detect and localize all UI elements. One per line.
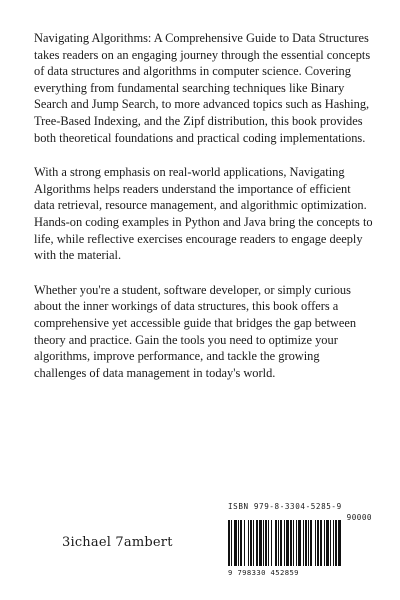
- barcode-bar: [310, 520, 312, 566]
- blurb-paragraph-1: Navigating Algorithms: A Comprehensive Guide to Data Structures takes readers on an engaging journey through the essential concepts of data structures and algorithms in computer science. Covering everything from fundamental searching techniques like Binary Search and Jump Search, to more advanced topics such as Hashing, Tree-Based Indexing, and the Zipf distribution, this book provides both theoretical foundations and practical coding implementations.: [34, 31, 371, 145]
- isbn-barcode: [224, 500, 376, 580]
- barcode-bar: [278, 520, 279, 566]
- barcode-bar: [238, 520, 239, 566]
- barcode-bar: [284, 520, 285, 566]
- price-code: 90000: [346, 513, 372, 522]
- barcode-bar: [256, 520, 258, 566]
- barcode-bar: [296, 520, 297, 566]
- barcode-bar: [240, 520, 242, 566]
- barcode-bar: [248, 520, 249, 566]
- barcode-bar: [250, 520, 252, 566]
- barcode-bar: [303, 520, 304, 566]
- barcode-bar: [326, 520, 329, 566]
- barcode-bar: [333, 520, 334, 566]
- barcode-bar: [298, 520, 301, 566]
- barcode-bar: [253, 520, 254, 566]
- barcode-bar: [268, 520, 269, 566]
- barcode-bar: [259, 520, 262, 566]
- barcode-bar: [234, 520, 237, 566]
- barcode-bar: [320, 520, 322, 566]
- barcode-bar: [330, 520, 331, 566]
- barcode-bar: [280, 520, 282, 566]
- barcode-bar: [305, 520, 307, 566]
- barcode-bar: [315, 520, 316, 566]
- back-cover-blurb: [34, 30, 374, 399]
- author-signature: 3ichael 7ambert: [62, 535, 173, 550]
- barcode-bar: [275, 520, 277, 566]
- barcode-bar: [271, 520, 272, 566]
- barcode-bar: [263, 520, 264, 566]
- blurb-paragraph-3: Whether you're a student, software developer, or simply curious about the inner workings of data structures, this book offers a comprehensive yet accessible guide that bridges the gap between theory and practice. Gain the tools you need to optimize your algorithms, improve performance, and tackle the growing challenges of data management in today's world.: [34, 282, 357, 380]
- blurb-paragraph-2: With a strong emphasis on real-world applications, Navigating Algorithms helps readers understand the importance of efficient data retrieval, resource management, and algorithmic optimization. Hands-on coding examples in Python and Java bring the concepts to life, while reflective exercises encourage readers to engage deeply with the material.: [34, 165, 373, 263]
- barcode-bar: [324, 520, 325, 566]
- barcode-bar: [317, 520, 319, 566]
- isbn-label: ISBN 979-8-3304-5285-9: [228, 502, 342, 511]
- barcode-bar: [338, 520, 341, 566]
- barcode-bar: [231, 520, 232, 566]
- barcode-bar: [228, 520, 230, 566]
- barcode-bar: [265, 520, 267, 566]
- barcode-bar: [335, 520, 337, 566]
- barcode-bar: [244, 520, 245, 566]
- barcode-bar: [308, 520, 309, 566]
- barcode-bar: [286, 520, 289, 566]
- barcode-bar: [290, 520, 292, 566]
- barcode-digits: 9 798330 452859: [228, 568, 299, 577]
- barcode-bars: [228, 520, 372, 568]
- barcode-bar: [293, 520, 294, 566]
